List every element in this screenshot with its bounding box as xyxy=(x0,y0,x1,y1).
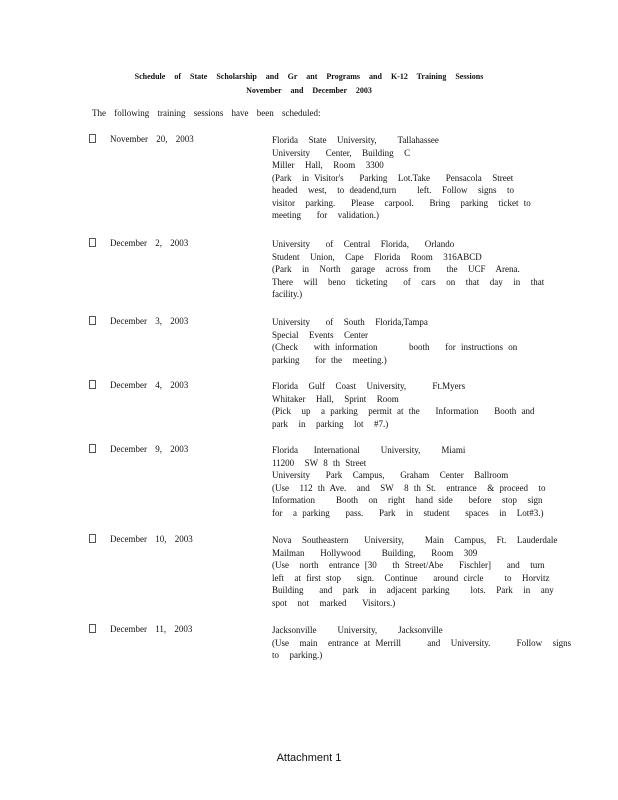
session-location-line: park in parking lot #7.) xyxy=(272,418,389,429)
session-location-line: spot not marked Visitors.) xyxy=(272,597,396,608)
session-date: December 10, 2003 xyxy=(110,534,193,544)
session-location-line: parking for the meeting.) xyxy=(272,354,387,365)
bullet-box-icon xyxy=(89,624,96,633)
session-location-line: Special Events Center xyxy=(272,329,368,340)
session-location-line: Jacksonville University, Jacksonville xyxy=(272,625,443,635)
session-date: December 4, 2003 xyxy=(110,380,189,390)
session-location-line: Building and park in adjacent parking lots. Park in any xyxy=(272,585,554,595)
session-location-line: left at first stop sign. Continue around circle to Horvitz xyxy=(272,572,550,583)
document-subtitle: November and December 2003 xyxy=(246,86,372,95)
session-location-line: Florida International University, Miami xyxy=(272,445,466,455)
session-location-line: Mailman Hollywood Building, Room 309 xyxy=(272,547,478,558)
session-location-line: University Park Campus, Graham Center Ballroom xyxy=(272,470,509,480)
intro-text: The following training sessions have been scheduled: xyxy=(92,108,321,118)
bullet-box-icon xyxy=(89,134,96,143)
session-location xyxy=(272,534,558,609)
session-location-line: 11200 SW 8 th Street xyxy=(272,457,367,468)
session-location-line: (Use north entrance [30 th Street/Abe Fischler] and turn xyxy=(272,560,545,570)
session-location-line: Florida Gulf Coast University, Ft.Myers xyxy=(272,381,466,391)
document-title: Schedule of State Scholarship and Gr ant Programs and K-12 Training Sessions xyxy=(134,72,484,81)
session-location-line: There will beno ticketing of cars on that day in that xyxy=(272,276,545,287)
session-location-line: Miller Hall, Room 3300 xyxy=(272,160,384,170)
session-location xyxy=(272,380,538,430)
session-date: December 2, 2003 xyxy=(110,238,189,248)
session-location-line: facility.) xyxy=(272,289,303,299)
session-date: December 9, 2003 xyxy=(110,444,189,454)
session-location-line: (Park in Visitor's Parking Lot.Take Pensacola Street xyxy=(272,172,514,183)
session-location-line: for a parking pass. Park in student spaces in Lot#3.) xyxy=(272,507,544,518)
bullet-box-icon xyxy=(89,316,96,325)
bullet-box-icon xyxy=(89,380,96,389)
session-date: November 20, 2003 xyxy=(110,134,194,144)
session-location-line: meeting for validation.) xyxy=(272,210,379,220)
bullet-box-icon xyxy=(89,444,96,453)
session-location-line: (Use main entrance at Merrill and University. Follow signs xyxy=(272,637,572,648)
session-date: December 3, 2003 xyxy=(110,316,189,326)
session-location-line: University of Central Florida, Orlando xyxy=(272,239,455,249)
session-location xyxy=(272,238,545,301)
bullet-box-icon xyxy=(89,534,96,543)
session-location-line: University Center, Building C xyxy=(272,147,411,158)
session-location-line: University of South Florida,Tampa xyxy=(272,317,428,327)
session-location xyxy=(272,624,572,662)
session-location-line: Florida State University, Tallahassee xyxy=(272,135,439,145)
session-location-line: Nova Southeastern University, Main Campus, Ft. Lauderdale xyxy=(272,535,558,545)
session-location-line: (Check with information booth for instructions on xyxy=(272,342,518,352)
session-location-line: (Pick up a parking permit at the Information Booth and xyxy=(272,406,535,416)
session-location-line: (Park in North garage across from the UCF Arena. xyxy=(272,264,520,274)
session-location-line: Information Booth on right hand side before stop sign xyxy=(272,495,543,505)
footer-attachment: Attachment 1 xyxy=(276,752,342,764)
session-location-line: to parking.) xyxy=(272,650,323,660)
session-location-line: Whitaker Hall, Sprint Room xyxy=(272,393,399,404)
session-location-line: (Use 112 th Ave. and SW 8 th St. entrance & proceed to xyxy=(272,482,546,493)
session-location xyxy=(272,134,538,222)
session-location-line: visitor parking. Please carpool. Bring parking ticket to xyxy=(272,197,531,208)
session-location-line: headed west, to deadend,turn left. Follow signs to xyxy=(272,185,514,195)
session-location-line: Student Union, Cape Florida Room 316ABCD xyxy=(272,251,482,262)
session-date: December 11, 2003 xyxy=(110,624,193,634)
session-location xyxy=(272,444,546,519)
bullet-box-icon xyxy=(89,238,96,247)
session-location xyxy=(272,316,538,366)
